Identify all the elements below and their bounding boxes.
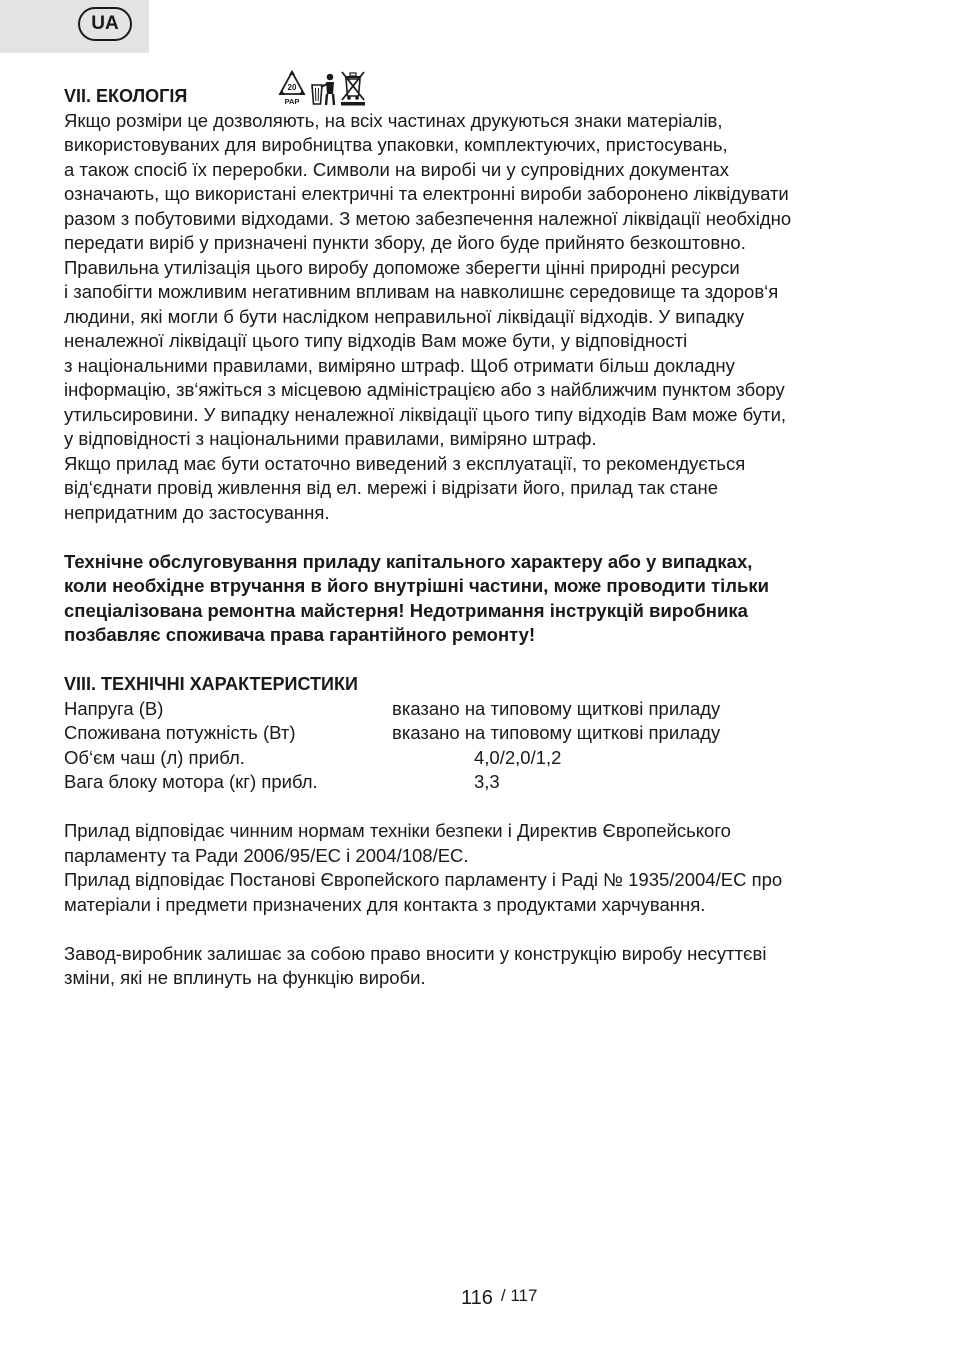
text-line: Правильна утилізація цього виробу допоможе зберегти цінні природні ресурси [64,256,740,278]
manufacturer-note [64,942,894,991]
text-line: означають, що використані електричні та електронні вироби заборонено ліквідувати [64,183,789,204]
language-badge: UA [78,7,132,41]
text-line: від‘єднати провід живлення від ел. мережі і відрізати його, прилад так стане [64,477,718,498]
spec-row [64,721,894,746]
spec-label: Вага блоку мотора (кг) прибл. [64,771,318,792]
crossed-bin-icon [340,70,366,106]
text-line: людини, які могли б бути наслідком неправильної ліквідації відходів. У випадку [64,305,745,327]
page-number [461,1287,537,1310]
text-line: утильсировини. У випадку неналежної ліквідації цього типу відходів Вам може бути, [64,403,787,425]
spec-value: вказано на типовому щиткові приладу [392,722,721,743]
text-line: у відповідності з національними правилами, виміряно штраф. [64,428,597,449]
page-total: / 117 [500,1286,538,1305]
recycle-code: PAP [284,97,300,106]
text-line: використовуваних для виробництва упаковки, комплектуючих, пристосувань, [64,134,728,155]
warning-line: спеціалізована ремонтна майстерня! Недотримання інструкцій виробника [64,599,748,621]
text-line: інформацію, зв‘яжіться з місцевою адміністрацією або з найближчим пунктом збору [64,379,785,400]
text-line: парламенту та Ради 2006/95/ЕС і 2004/108/ЕС. [64,844,469,866]
spec-value: вказано на типовому щиткові приладу [392,697,721,719]
ecology-heading: VII. ЕКОЛОГІЯ [64,86,188,106]
text-line: Прилад відповідає чинним нормам техніки безпеки і Директив Європейського [64,820,731,841]
spec-row [64,697,894,722]
text-line: а також спосіб їх переробки. Символи на виробі чи у супровідних документах [64,158,729,180]
text-line: передати виріб у призначені пункти збору, де його буде прийнято безкоштовно. [64,232,746,253]
specs-heading: VIII. ТЕХНІЧНІ ХАРАКТЕРИСТИКИ [64,674,358,694]
spec-value: 4,0/2,0/1,2 [474,746,562,768]
eco-icons [278,70,366,106]
ecology-heading-row [64,84,894,109]
spec-value: 3,3 [474,771,500,792]
text-line: з національними правилами, виміряно штраф. Щоб отримати більш докладну [64,354,735,376]
language-tab [0,0,149,53]
text-line: Прилад відповідає Постанові Європейского парламенту і Раді № 1935/2004/ЕС про [64,869,783,890]
spec-label: Споживана потужність (Вт) [64,722,296,743]
text-line: непридатним до застосування. [64,501,330,523]
text-line: матеріали і предмети призначених для контакта з продуктами харчування. [64,893,706,915]
spec-label: Напруга (В) [64,697,164,719]
document-body [64,84,894,991]
tidyman-icon [309,72,337,106]
warning-line: коли необхідне втручання в його внутрішні частини, може проводити тільки [64,575,769,596]
warning-line: позбавляє споживача права гарантійного ремонту! [64,624,536,645]
warning-line: Технічне обслуговування приладу капітального характеру або у випадках, [64,550,753,572]
spec-row [64,770,894,795]
text-line: Завод-виробник залишає за собою право вносити у конструкцію виробу несуттєві [64,942,767,964]
spec-label: Об‘єм чаш (л) прибл. [64,746,245,768]
page-current: 116 [461,1287,493,1309]
text-line: Якщо прилад має бути остаточно виведений з експлуатації, то рекомендується [64,452,746,474]
service-warning [64,550,894,648]
recycle-pap-icon [278,70,306,106]
specs-table [64,697,894,795]
text-line: неналежної ліквідації цього типу відходів Вам може бути, у відповідності [64,330,688,351]
compliance-text [64,819,894,917]
spec-row [64,746,894,771]
recycle-number: 20 [287,83,297,92]
text-line: Якщо розміри це дозволяють, на всіх частинах друкуються знаки матеріалів, [64,109,723,131]
text-line: разом з побутовими відходами. З метою забезпечення належної ліквідації необхідно [64,207,792,229]
text-line: зміни, які не вплинуть на функцію вироби. [64,967,426,988]
ecology-text [64,109,894,526]
text-line: і запобігти можливим негативним впливам на навколишнє середовище та здоров‘я [64,281,779,302]
